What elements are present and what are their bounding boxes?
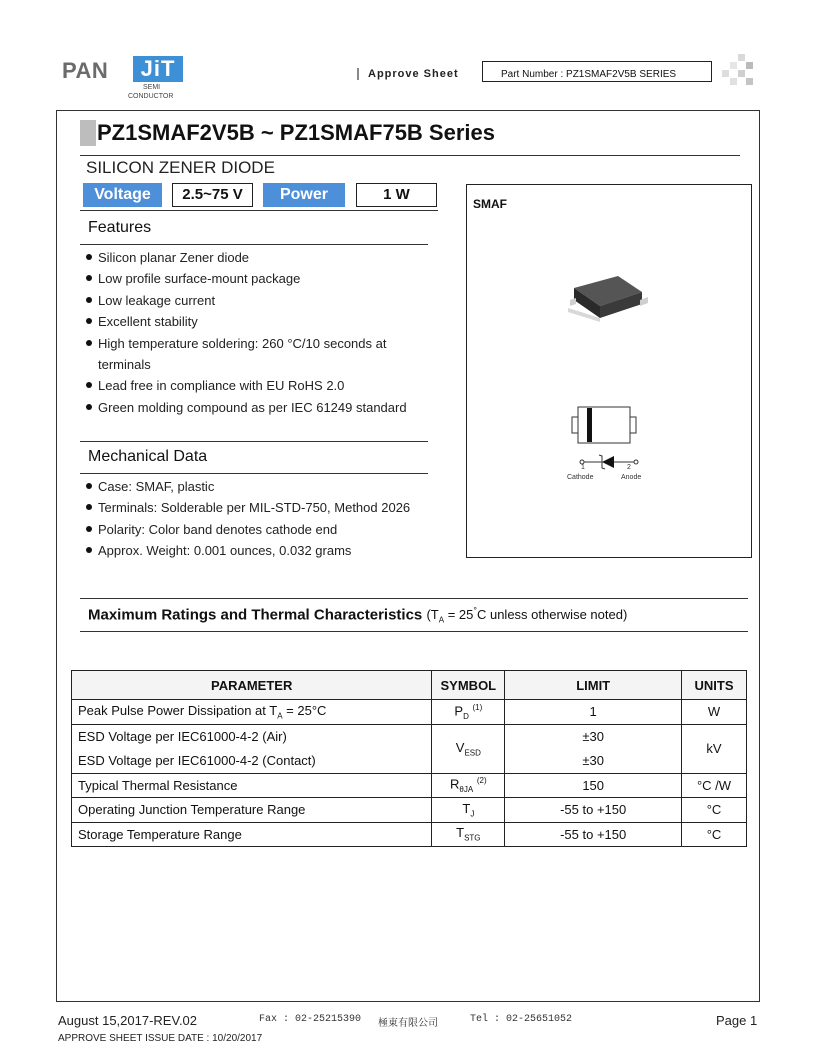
package-name: SMAF bbox=[473, 197, 507, 211]
package-3d-image bbox=[560, 270, 650, 330]
symbol-cell: $V_{ESD}$ bbox=[432, 724, 505, 773]
title-divider bbox=[80, 155, 740, 156]
footer-tel: Tel : 02-25651052 bbox=[470, 1014, 573, 1025]
corner-squares-decoration bbox=[718, 54, 758, 94]
feature-item: Lead free in compliance with EU RoHS 2.0 bbox=[86, 375, 432, 396]
table-row bbox=[72, 724, 747, 773]
logo-semi-text: SEMI bbox=[143, 84, 161, 91]
mechanical-item: Case: SMAF, plastic bbox=[86, 476, 432, 497]
logo-conductor-text: CONDUCTOR bbox=[128, 93, 174, 100]
voltage-value-tag: 2.5~75 V bbox=[172, 183, 253, 207]
symbol-cell: $T_{STG}$ bbox=[432, 822, 505, 847]
feature-item: Low profile surface-mount package bbox=[86, 268, 432, 289]
limit-cell: ±30 ±30 bbox=[505, 724, 682, 773]
feature-item: Silicon planar Zener diode bbox=[86, 247, 432, 268]
col-limit: LIMIT bbox=[505, 671, 682, 700]
mechanical-top-divider bbox=[80, 441, 428, 442]
col-parameter: PARAMETER bbox=[72, 671, 432, 700]
approve-sheet-label: Approve Sheet bbox=[368, 68, 459, 80]
feature-item: Low leakage current bbox=[86, 290, 432, 311]
table-row bbox=[72, 700, 747, 725]
col-units: UNITS bbox=[682, 671, 747, 700]
unit-cell: °C bbox=[682, 822, 747, 847]
table-header-row bbox=[72, 671, 747, 700]
unit-cell: W bbox=[682, 700, 747, 725]
cathode-label: Cathode bbox=[567, 474, 594, 481]
spec-divider bbox=[80, 210, 438, 211]
ratings-heading-text: Maximum Ratings and Thermal Characteristics bbox=[88, 606, 423, 624]
limit-cell: 1 bbox=[505, 700, 682, 725]
feature-item: High temperature soldering: 260 °C/10 seconds at terminals bbox=[86, 333, 432, 376]
param-cell: ESD Voltage per IEC61000-4-2 (Air) ESD Voltage per IEC61000-4-2 (Contact) bbox=[72, 724, 432, 773]
feature-item: Excellent stability bbox=[86, 311, 432, 332]
col-symbol: SYMBOL bbox=[432, 671, 505, 700]
footer-issue-date: APPROVE SHEET ISSUE DATE : 10/20/2017 bbox=[58, 1033, 263, 1044]
unit-cell: °C /W bbox=[682, 773, 747, 798]
feature-item: Green molding compound as per IEC 61249 standard bbox=[86, 397, 432, 418]
unit-cell: kV bbox=[682, 724, 747, 773]
footer-page-number: Page 1 bbox=[716, 1013, 758, 1028]
features-heading: Features bbox=[88, 219, 152, 236]
mechanical-divider bbox=[80, 473, 428, 474]
table-row bbox=[72, 798, 747, 823]
limit-cell: 150 bbox=[505, 773, 682, 798]
footer-company: 極東有限公司 bbox=[378, 1019, 438, 1030]
symbol-cell: $R_{\theta JA}$ $^{(2)}$ bbox=[432, 773, 505, 798]
mechanical-heading: Mechanical Data bbox=[88, 448, 208, 465]
ratings-bottom-divider bbox=[80, 631, 748, 632]
table-row bbox=[72, 822, 747, 847]
symbol-cell: $P_D$ $^{(1)}$ bbox=[432, 700, 505, 725]
title-marker bbox=[80, 120, 96, 146]
features-divider bbox=[80, 244, 428, 245]
ratings-heading bbox=[88, 606, 627, 625]
param-cell: Peak Pulse Power Dissipation at $T_A = 25^\circ C$ bbox=[72, 700, 432, 725]
anode-label: Anode bbox=[621, 474, 642, 481]
param-cell: Typical Thermal Resistance bbox=[72, 773, 432, 798]
footer-fax: Fax : 02-25215390 bbox=[259, 1014, 362, 1025]
logo-pan-text: PAN bbox=[62, 58, 109, 83]
limit-cell: -55 to +150 bbox=[505, 822, 682, 847]
page-title: PZ1SMAF2V5B ~ PZ1SMAF75B Series bbox=[97, 120, 495, 145]
pin2-label: 2 bbox=[627, 464, 631, 471]
approve-bar-mark bbox=[357, 68, 359, 80]
param-cell: Operating Junction Temperature Range bbox=[72, 798, 432, 823]
package-box bbox=[466, 184, 752, 558]
mechanical-item: Polarity: Color band denotes cathode end bbox=[86, 519, 432, 540]
mechanical-item: Terminals: Solderable per MIL-STD-750, Method 2026 bbox=[86, 497, 432, 518]
unit-cell: °C bbox=[682, 798, 747, 823]
power-value-tag: 1 W bbox=[356, 183, 437, 207]
mechanical-list bbox=[86, 476, 432, 562]
power-label-tag: Power bbox=[263, 183, 345, 207]
logo-jit-badge: JiT bbox=[133, 56, 183, 82]
package-outline-drawing bbox=[570, 405, 638, 445]
subtitle: SILICON ZENER DIODE bbox=[86, 158, 275, 177]
mechanical-item: Approx. Weight: 0.001 ounces, 0.032 grams bbox=[86, 540, 432, 561]
limit-cell: -55 to +150 bbox=[505, 798, 682, 823]
pin1-label: 1 bbox=[581, 464, 585, 471]
symbol-cell: $T_J$ bbox=[432, 798, 505, 823]
voltage-label-tag: Voltage bbox=[83, 183, 162, 207]
ratings-condition: ($T_A = 25^\circ C$ unless otherwise noted) bbox=[426, 606, 628, 625]
footer-date-rev: August 15,2017-REV.02 bbox=[58, 1013, 198, 1028]
ratings-table bbox=[71, 670, 747, 847]
table-row bbox=[72, 773, 747, 798]
features-list bbox=[86, 247, 432, 418]
part-number-box: Part Number : PZ1SMAF2V5B SERIES bbox=[482, 61, 712, 82]
param-cell: Storage Temperature Range bbox=[72, 822, 432, 847]
ratings-top-divider bbox=[80, 598, 748, 599]
